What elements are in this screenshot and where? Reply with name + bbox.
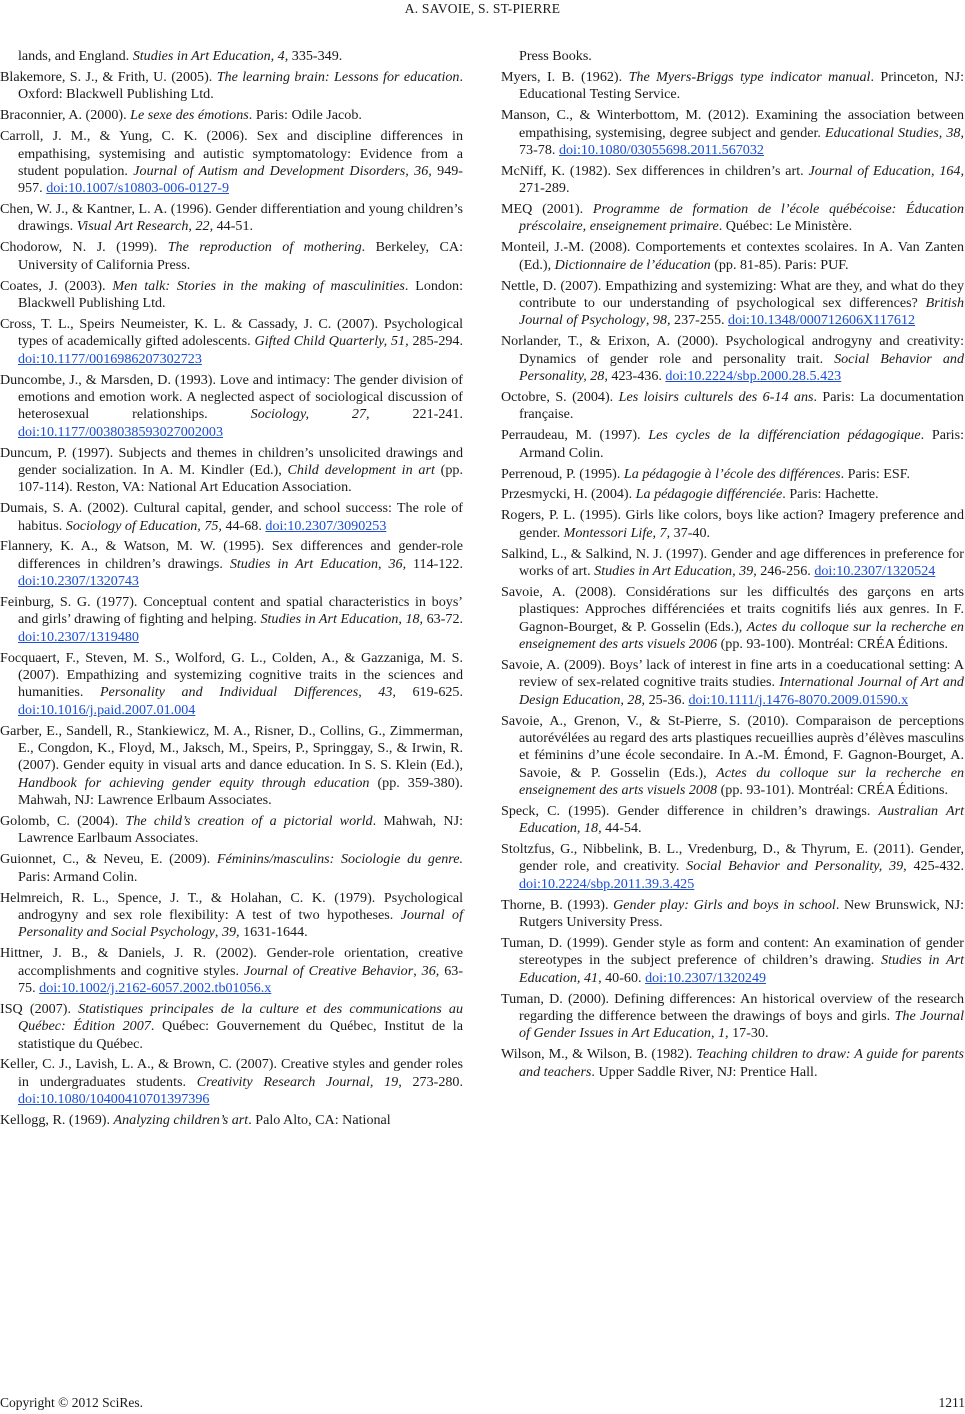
reference-italic-text: Gender play: Girls and boys in school [613, 896, 836, 913]
reference-italic-text: The reproduction of mothering [167, 239, 362, 256]
reference-text: (pp. 359-380). Mahwah, NJ: Lawrence Erlbaum Associates. [18, 774, 463, 809]
reference-text: Norlander, T., & Erixon, A. (2000). Psychological androgyny and creativity: Dynamics of gender role and personality trait. [501, 333, 964, 367]
reference-entry [0, 316, 463, 368]
reference-text: Speck, C. (1995). Gender difference in children’s drawings. [501, 802, 879, 819]
reference-text: . Paris: Odile Jacob. [248, 107, 362, 124]
references-right-column [501, 48, 964, 1085]
reference-italic-text: 164, [939, 162, 964, 179]
reference-text: 221-241. [369, 406, 463, 423]
reference-italic-text: Actes du colloque sur la recherche en enseignement des arts visuels 2006 [519, 618, 964, 652]
reference-italic-text: The Myers-Briggs type indicator manual [628, 68, 871, 85]
reference-italic-text: Journal of Education [808, 162, 931, 179]
reference-text: Nettle, D. (2007). Empathizing and systemizing: What are they, and what do they contribute to our understanding of psychological sex differences? [501, 277, 964, 312]
reference-text: 285-294. [408, 333, 463, 350]
reference-entry [0, 945, 463, 997]
page-number: 1211 [938, 1395, 965, 1410]
reference-italic-text: La pédagogie différenciée [635, 486, 783, 503]
reference-text: . Upper Saddle River, NJ: Prentice Hall. [591, 1063, 818, 1080]
reference-text: Savoie, A. (2009). Boys’ lack of interest in fine arts in a coeducational setting: A review of sex-related cognitive traits studies. [501, 656, 964, 691]
reference-italic-text: The learning brain: Lessons for education [216, 68, 460, 85]
reference-italic-text: Sociology, 27, [250, 406, 370, 423]
reference-italic-text: Les loisirs culturels des 6-14 ans [618, 388, 814, 405]
reference-text: (pp. 93-100). Montréal: CRÉA Éditions. [717, 635, 949, 652]
doi-link[interactable]: doi:10.1177/0038038593027002003 [18, 423, 224, 440]
reference-text: Garber, E., Sandell, R., Stankiewicz, M. A., Risner, D., Collins, G., Zimmerman, E., Congdon, K., Floyd, M., Jaksch, M., Speirs, P., Springgay, S., & Irwin, R. (2007). Gender equity in visual arts and dance education. In S. S. Klein (Ed.), [0, 722, 463, 774]
reference-text: 335-349. [288, 48, 343, 64]
reference-text: (pp. 81-85). Paris: PUF. [710, 256, 849, 273]
reference-italic-text: 43, [378, 684, 396, 701]
reference-text: . Oxford: Blackwell Publishing Ltd. [18, 68, 464, 103]
reference-text: . Berkeley, CA: University of California Press. [18, 239, 464, 273]
reference-entry [501, 69, 964, 104]
reference-text: Press Books. [519, 48, 592, 64]
reference-entry [501, 201, 964, 236]
reference-entry [0, 201, 463, 236]
reference-entry [0, 372, 463, 441]
reference-entry [501, 1046, 964, 1081]
reference-italic-text: Statistiques principales de la culture et des communications au Québec: Édition 2007 [18, 1000, 463, 1035]
reference-text: Blakemore, S. J., & Frith, U. (2005). [0, 68, 217, 85]
reference-text: 17-30. [728, 1025, 769, 1042]
reference-text: lands, and England. [18, 48, 133, 64]
reference-italic-text: Creativity Research Journal, 19, [196, 1073, 402, 1090]
reference-italic-text: 36, [388, 555, 407, 572]
reference-text: ISQ (2007). [0, 1000, 79, 1017]
reference-entry [501, 803, 964, 838]
reference-text: Stoltzfus, G., Nibbelink, B. L., Vredenburg, D., & Thyrum, E. (2011). Gender, gender role, and creativity. [501, 841, 964, 875]
reference-entry-continued [0, 48, 463, 65]
reference-text: , [188, 218, 196, 235]
doi-link[interactable]: doi:10.2307/1320743 [18, 573, 139, 590]
reference-entry [501, 991, 964, 1043]
reference-entry [501, 507, 964, 542]
reference-text: Carroll, J. M., & Yung, C. K. (2006). Sex and discipline differences in empathising, systemising and autistic symptomatology: Evidence from a student population. [0, 128, 463, 179]
reference-entry [501, 935, 964, 987]
reference-entry [0, 500, 463, 535]
reference-text: . Paris: Armand Colin. [519, 427, 964, 461]
reference-entry [0, 813, 463, 848]
reference-text: Cross, T. L., Speirs Neumeister, K. L. & Cassady, J. C. (2007). Psychological types of academically gifted adolescents. [0, 315, 463, 350]
reference-entry [501, 278, 964, 330]
reference-text: . Québec: Le Ministère. [718, 218, 853, 235]
reference-italic-text: Dictionnaire de l’éducation [554, 256, 711, 273]
reference-italic-text: Teaching children to draw: A guide for parents and teachers [519, 1046, 964, 1080]
reference-italic-text: Educational Studies, 38, [825, 124, 964, 141]
reference-entry [0, 128, 463, 197]
reference-italic-text: International Journal of Art and Design Education, 28, [519, 674, 964, 708]
doi-link[interactable]: doi:10.2307/3090253 [265, 517, 387, 534]
reference-entry [501, 657, 964, 709]
reference-entry [501, 239, 964, 274]
reference-text: Perrenoud, P. (1995). [501, 465, 624, 482]
reference-italic-text: Studies in Art Education, 4, [132, 48, 289, 64]
reference-text: , [398, 611, 406, 628]
reference-italic-text: Studies in Art Education [260, 611, 399, 628]
reference-italic-text: Journal of Autism and Development Disorders, 36, [133, 162, 432, 179]
reference-text: . London: Blackwell Publishing Ltd. [18, 277, 463, 312]
reference-italic-text: Montessori Life, 7, [563, 524, 671, 541]
reference-text: Coates, J. (2003). [0, 277, 113, 294]
reference-entry [0, 278, 463, 313]
reference-italic-text: La pédagogie à l’école des différences [623, 465, 841, 482]
reference-italic-text: Australian Art Education, 18, [519, 802, 964, 837]
reference-text: 423-436. [607, 368, 666, 384]
reference-text: 63-75. [18, 962, 464, 996]
reference-text: 1631-1644. [239, 924, 308, 941]
doi-link[interactable]: doi:10.2224/sbp.2011.39.3.425 [519, 875, 695, 892]
reference-text: 425-432. [906, 858, 964, 875]
doi-link[interactable]: doi:10.1080/10400410701397396 [18, 1091, 210, 1108]
reference-text: , [413, 962, 422, 979]
reference-entry [501, 713, 964, 800]
reference-italic-text: 98, [652, 312, 671, 329]
reference-entry [501, 389, 964, 424]
reference-text: 63-72. [423, 611, 464, 628]
reference-text: 25-36. [645, 691, 689, 708]
reference-entry [501, 546, 964, 581]
running-head: A. SAVOIE, S. ST-PIERRE [404, 1, 561, 16]
reference-italic-text: Social Behavior and Personality, 28, [519, 350, 965, 384]
reference-text: 273-280. [401, 1073, 463, 1090]
doi-link[interactable]: doi:10.1080/03055698.2011.567032 [558, 141, 764, 158]
reference-text: Guionnet, C., & Neveu, E. (2009). [0, 851, 217, 868]
reference-text: McNiff, K. (1982). Sex differences in children’s art. [501, 162, 809, 179]
reference-entry [501, 163, 964, 198]
reference-italic-text: Sociology of Education, 75, [65, 517, 222, 534]
reference-entry [0, 538, 463, 590]
reference-italic-text: Féminins/masculins: Sociologie du genre. [216, 851, 463, 868]
reference-italic-text: Child development in art [287, 461, 435, 478]
reference-entry [501, 333, 964, 385]
reference-italic-text: Social Behavior and Personality, 39, [686, 858, 907, 875]
doi-link[interactable]: doi:10.1177/0016986207302723 [18, 350, 202, 367]
reference-italic-text: Studies in Art Education, 41, [519, 952, 964, 986]
reference-text: 619-625. [395, 684, 463, 701]
reference-entry [0, 851, 463, 886]
doi-link[interactable]: doi:10.2307/1320524 [814, 563, 936, 579]
reference-entry-continued [501, 48, 964, 65]
reference-text: Salkind, L., & Salkind, N. J. (1997). Gender and age differences in preference for works of art. [501, 545, 964, 579]
reference-text: Duncombe, J., & Marsden, D. (1993). Love and intimacy: The gender division of emotions and emotion work. A neglected aspect of sociological discussion of heterosexual relationships. [0, 371, 463, 423]
reference-italic-text: 1, [718, 1025, 729, 1042]
reference-text: Przesmycki, H. (2004). [501, 486, 636, 503]
reference-italic-text: Gifted Child Quarterly, 51, [254, 333, 409, 350]
reference-text: Wilson, M., & Wilson, B. (1982). [501, 1046, 697, 1063]
reference-text: Rogers, P. L. (1995). Girls like colors, boys like action? Imagery preference and gender. [501, 507, 964, 541]
reference-text: , [214, 924, 222, 941]
reference-text: , [710, 1025, 718, 1042]
reference-text: Kellogg, R. (1969). [0, 1112, 114, 1129]
reference-italic-text: Analyzing children’s art [113, 1112, 249, 1129]
reference-text: Chodorow, N. J. (1999). [0, 239, 168, 256]
reference-entry [0, 69, 463, 104]
reference-text: Dumais, S. A. (2002). Cultural capital, gender, and school success: The role of habitus. [0, 500, 463, 534]
reference-text: 73-78. [519, 141, 559, 158]
reference-text: 246-256. [756, 563, 815, 579]
references-left-column [0, 48, 463, 1133]
reference-italic-text: The Journal of Gender Issues in Art Education [519, 1008, 964, 1042]
reference-text: Braconnier, A. (2000). [0, 107, 131, 124]
doi-link[interactable]: doi:10.1016/j.paid.2007.01.004 [18, 701, 196, 718]
reference-entry [501, 897, 964, 932]
reference-text: Savoie, A. (2008). Considérations sur les difficultés des garçons en arts plastiques: Approches différenciées et traits cognitifs liés aux genres. In F. Gagnon-Bourget, & P. Gosselin (Eds.), [501, 583, 964, 635]
reference-italic-text: Handbook for achieving gender equity through education [18, 774, 370, 791]
reference-text: 37-40. [670, 524, 711, 541]
reference-text: Monteil, J.-M. (2008). Comportements et contextes scolaires. In A. Van Zanten (Ed.), [501, 239, 964, 273]
reference-entry [501, 107, 964, 159]
reference-text: 271-289. [519, 180, 570, 197]
reference-text: 114-122. [406, 555, 464, 572]
reference-text: Focquaert, F., Steven, M. S., Wolford, G. L., Colden, A., & Gazzaniga, M. S. (2007). Empathizing and systemizing cognitive traits in the sciences and humanities. [0, 649, 463, 701]
doi-link[interactable]: doi:10.1002/j.2162-6057.2002.tb01056.x [39, 979, 272, 996]
doi-link[interactable]: doi:10.2307/1319480 [18, 628, 139, 645]
doi-link[interactable]: doi:10.1111/j.1476-8070.2009.01590.x [688, 691, 909, 708]
reference-entry [0, 594, 463, 646]
reference-text: (pp. 93-101). Montréal: CRÉA Éditions. [717, 781, 949, 798]
reference-italic-text: Le sexe des émotions [130, 107, 249, 124]
doi-link[interactable]: doi:10.2224/sbp.2000.28.5.423 [665, 368, 842, 384]
doi-link[interactable]: doi:10.1348/000712606X117612 [728, 312, 916, 329]
reference-text: . Paris: La documentation française. [519, 388, 964, 423]
reference-text: , [930, 162, 940, 179]
reference-text: Tuman, D. (2000). Defining differences: An historical overview of the research regarding the difference between the drawings of boys and girls. [501, 990, 964, 1024]
reference-text: Flannery, K. A., & Watson, M. W. (1995). Sex differences and gender-role differences in children’s drawings. [0, 538, 463, 572]
reference-italic-text: Visual Art Research [76, 218, 189, 235]
reference-text: Hittner, J. B., & Daniels, J. R. (2002). Gender-role orientation, creative accomplishments and cognitive styles. [0, 945, 463, 979]
reference-text: 44-51. [213, 218, 254, 235]
reference-entry [0, 1112, 463, 1129]
reference-text: Savoie, A., Grenon, V., & St-Pierre, S. (2010). Comparaison de perceptions autorévélées au regard des arts plastiques recueillies auprès d’élèves masculins et féminins d’une école secondaire. In A.-M. Émond, F. Gagnon-Bourget, A. Savoie, & P. Gosselin (Eds.), [501, 712, 964, 781]
reference-text: MEQ (2001). [501, 201, 593, 218]
reference-entry [0, 1001, 463, 1053]
reference-text: (pp. 107-114). Reston, VA: National Art Education Association. [18, 461, 463, 496]
reference-italic-text: The child’s creation of a pictorial world [125, 813, 373, 829]
reference-text: 949-957. [18, 162, 463, 197]
reference-text: . Paris: Hachette. [782, 486, 879, 503]
reference-text: 44-54. [601, 820, 642, 837]
reference-entry [501, 486, 964, 503]
page-footer [0, 1394, 965, 1412]
reference-text: . Paris: ESF. [840, 465, 910, 482]
reference-entry [501, 584, 964, 653]
reference-text: Octobre, S. (2004). [501, 388, 619, 405]
reference-italic-text: 22, [195, 218, 214, 235]
reference-entry [501, 466, 964, 483]
reference-text: . New Brunswick, NJ: Rutgers University Press. [519, 896, 964, 931]
reference-text: , [378, 555, 389, 572]
reference-text: Feinburg, S. G. (1977). Conceptual content and spatial characteristics in boys’ and girls’ drawing of fighting and helping. [0, 594, 463, 628]
reference-text: Golomb, C. (2004). [0, 813, 126, 829]
reference-text: Helmreich, R. L., Spence, J. T., & Holahan, C. K. (1979). Psychological androgyny and sex role flexibility: A test of two hypotheses. [0, 889, 463, 923]
reference-italic-text: 18, [405, 611, 424, 628]
copyright-notice: Copyright © 2012 SciRes. [0, 1395, 144, 1410]
reference-italic-text: Journal of Creative Behavior [243, 962, 414, 979]
reference-italic-text: Studies in Art Education [229, 555, 378, 572]
reference-italic-text: Men talk: Stories in the making of masculinities [112, 277, 405, 294]
reference-text: Perraudeau, M. (1997). [501, 427, 649, 444]
reference-italic-text: British Journal of Psychology [519, 295, 964, 329]
reference-italic-text: Programme de formation de l’école québécoise: Éducation préscolaire, enseignement primaire [519, 201, 964, 235]
reference-text: 40-60. [601, 969, 646, 986]
reference-italic-text: Personality and Individual Differences [99, 684, 359, 701]
reference-text: 44-68. [221, 517, 266, 534]
reference-text: . Palo Alto, CA: National [248, 1112, 391, 1129]
reference-text: Manson, C., & Winterbottom, M. (2012). Examining the association between empathising, systemising, degree subject and gender. [501, 107, 964, 141]
reference-text: 237-255. [670, 312, 729, 329]
reference-italic-text: 39, [221, 924, 240, 941]
reference-entry [0, 107, 463, 124]
reference-entry [0, 650, 463, 719]
reference-text: Thorne, B. (1993). [501, 896, 614, 913]
reference-italic-text: Studies in Art Education, 39, [594, 563, 757, 579]
reference-text: , [358, 684, 379, 701]
reference-entry [0, 890, 463, 942]
doi-link[interactable]: doi:10.1007/s10803-006-0127-9 [46, 180, 230, 197]
reference-text: Myers, I. B. (1962). [501, 68, 629, 85]
reference-entry [0, 1056, 463, 1108]
reference-text: Paris: Armand Colin. [18, 868, 138, 885]
reference-italic-text: Les cycles de la différenciation pédagogique [648, 427, 921, 444]
reference-text: Duncum, P. (1997). Subjects and themes in children’s unsolicited drawings and gender socialization. In A. M. Kindler (Ed.), [0, 444, 463, 478]
reference-entry [0, 445, 463, 497]
reference-text: . Mahwah, NJ: Lawrence Earlbaum Associates. [18, 813, 463, 847]
reference-italic-text: 36, [421, 962, 440, 979]
reference-entry [0, 239, 463, 274]
reference-text: , [645, 312, 653, 329]
reference-text: Tuman, D. (1999). Gender style as form and content: An examination of gender stereotypes in the subject preference of children’s drawing. [501, 935, 964, 969]
reference-text: Chen, W. J., & Kantner, L. A. (1996). Gender differentiation and young children’s drawings. [0, 201, 463, 235]
reference-text: Keller, C. J., Lavish, L. A., & Brown, C. (2007). Creative styles and gender roles in undergraduates students. [0, 1056, 463, 1090]
doi-link[interactable]: doi:10.2307/1320249 [645, 969, 767, 986]
reference-text: . Québec: Gouvernement du Québec, Institut de la statistique du Québec. [18, 1018, 463, 1052]
reference-italic-text: Actes du colloque sur la recherche en enseignement des arts visuels 2008 [519, 764, 964, 798]
reference-entry [501, 427, 964, 462]
reference-entry [501, 841, 964, 893]
reference-entry [0, 723, 463, 810]
reference-text: . Princeton, NJ: Educational Testing Service. [519, 68, 964, 103]
reference-italic-text: Journal of Personality and Social Psychology [18, 906, 463, 941]
